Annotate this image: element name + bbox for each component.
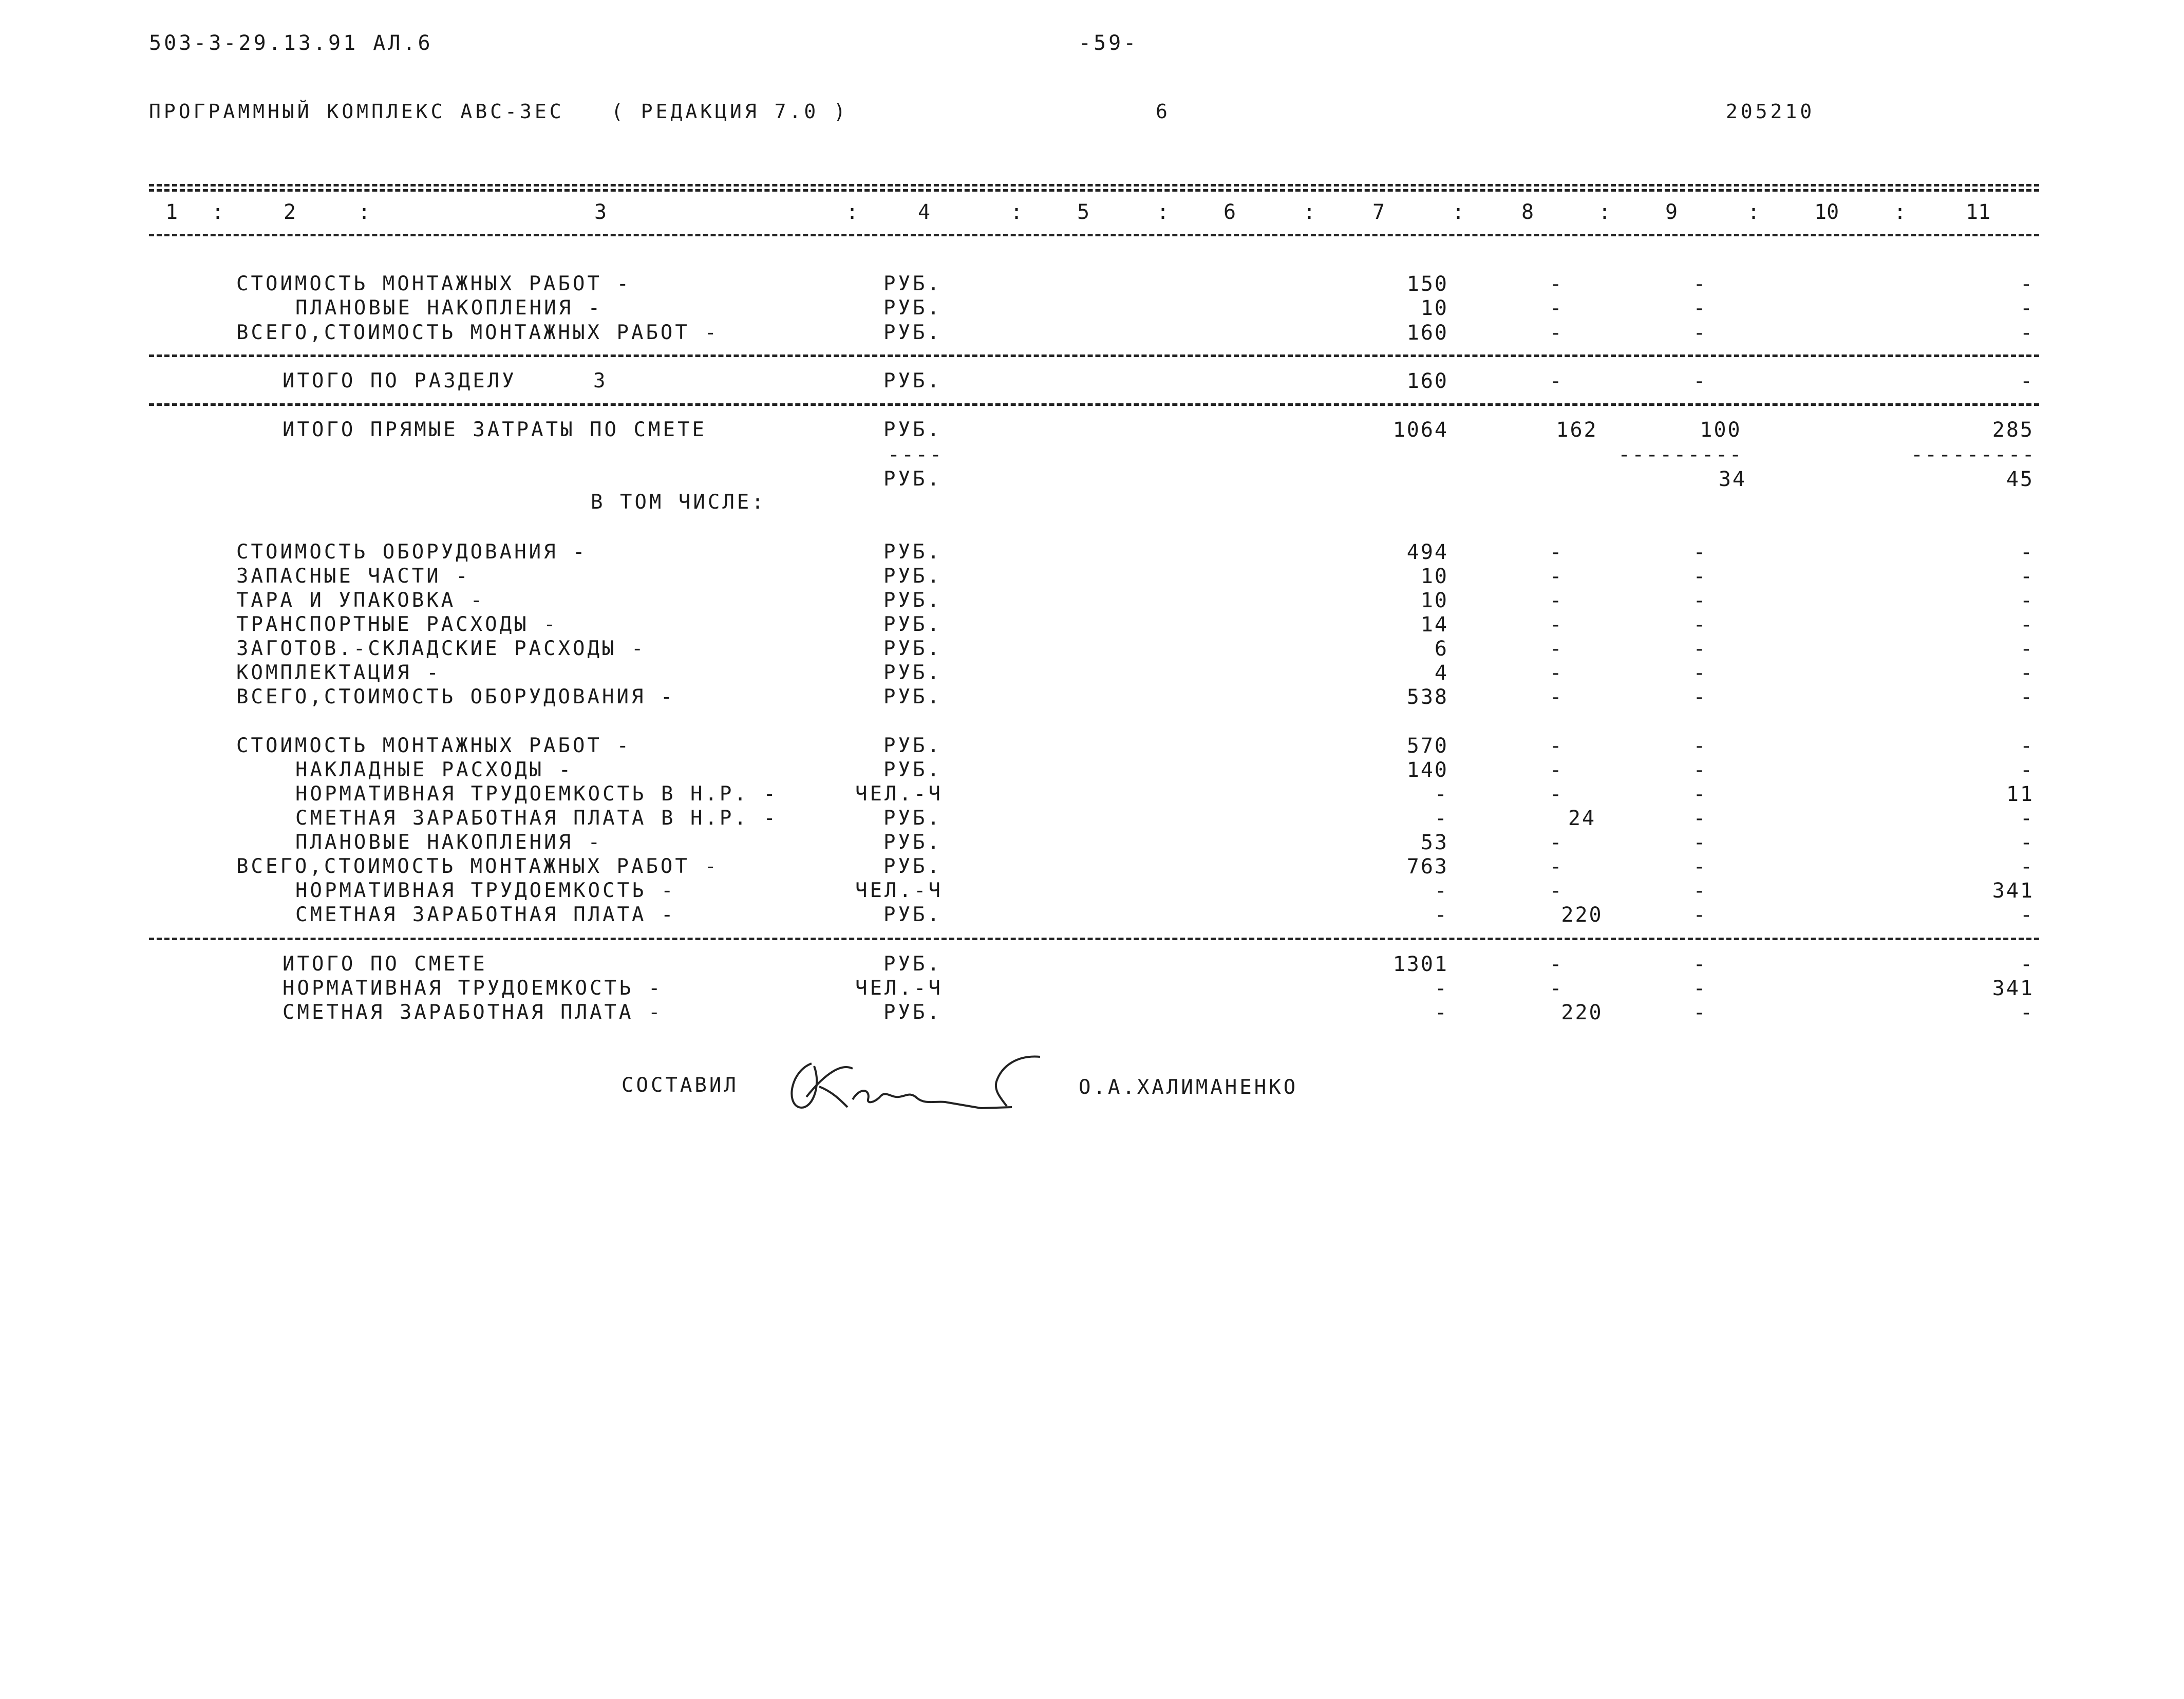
column-number: 3 <box>594 200 607 224</box>
column-separator: : <box>358 200 371 224</box>
column-number: 11 <box>1966 200 1991 224</box>
column-separator: : <box>1747 200 1760 224</box>
table-header-rule <box>149 234 2039 236</box>
column-separator: : <box>1303 200 1316 224</box>
section-rule <box>149 354 2039 357</box>
section-rule <box>149 403 2039 406</box>
subheading-including: В ТОМ ЧИСЛЕ: <box>591 491 766 514</box>
section-rule <box>149 938 2039 940</box>
column-number: 8 <box>1521 200 1534 224</box>
column-number: 5 <box>1077 200 1090 224</box>
page-number: -59- <box>1079 31 1139 55</box>
column-separator: : <box>846 200 859 224</box>
table-top-rule <box>149 189 2039 192</box>
program-name: ПРОГРАММНЫЙ КОМПЛЕКС АВС-3ЕС <box>149 100 564 123</box>
document-number: 205210 <box>1726 100 1815 123</box>
column-number: 10 <box>1814 200 1839 224</box>
sheet-number: 6 <box>1156 100 1171 123</box>
document-code: 503-3-29.13.91 АЛ.6 <box>149 31 433 55</box>
column-separator: : <box>1157 200 1170 224</box>
author-name: О.А.ХАЛИМАНЕНКО <box>1079 1076 1298 1099</box>
column-separator: : <box>1894 200 1907 224</box>
table-top-rule <box>149 184 2039 186</box>
column-number: 9 <box>1665 200 1678 224</box>
column-separator: : <box>1010 200 1023 224</box>
column-separator: : <box>1452 200 1465 224</box>
column-number: 6 <box>1223 200 1236 224</box>
column-number: 2 <box>284 200 296 224</box>
column-number: 1 <box>165 200 178 224</box>
signature-image <box>776 1051 1053 1117</box>
composed-label: СОСТАВИЛ <box>622 1074 739 1097</box>
program-edition: ( РЕДАКЦИЯ 7.0 ) <box>611 100 849 123</box>
column-separator: : <box>1598 200 1611 224</box>
column-separator: : <box>212 200 224 224</box>
column-number: 4 <box>918 200 931 224</box>
column-number: 7 <box>1372 200 1385 224</box>
